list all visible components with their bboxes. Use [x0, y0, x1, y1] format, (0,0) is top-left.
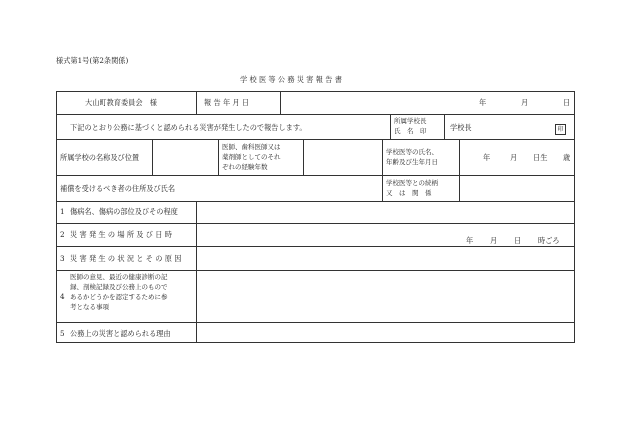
item-medical-opinion-line4: 考となる事項: [70, 303, 109, 311]
form-number: 様式第1号(第2条関係): [56, 56, 129, 65]
incident-year[interactable]: 年: [466, 236, 474, 245]
item-number: 4: [60, 292, 65, 301]
doctor-name-label-line2: 年齢及び生年月日: [386, 158, 438, 166]
item-number: 5: [60, 329, 65, 338]
age[interactable]: 歳: [563, 153, 571, 162]
experience-label-line3: ぞれの経験年数: [222, 163, 268, 171]
item-injury-label: 傷病名、傷病の部位及びその程度: [70, 207, 178, 216]
page-title: 学 校 医 等 公 務 災 害 報 告 書: [240, 75, 342, 84]
item-medical-opinion-line1: 医師の意見、最近の健康診断の記: [70, 273, 168, 281]
report-date-label: 報 告 年 月 日: [204, 98, 250, 107]
principal-label-line2: 氏 名 印: [394, 127, 427, 135]
birth-year[interactable]: 年: [483, 153, 491, 162]
report-date-year[interactable]: 年: [479, 98, 487, 107]
school-name-location-label: 所属学校の名称及び位置: [60, 153, 140, 162]
item-medical-opinion-line3: あるかどうかを認定するために参: [70, 293, 168, 301]
recipient-label: 補償を受けるべき者の住所及び氏名: [60, 184, 176, 193]
incident-month[interactable]: 月: [490, 236, 498, 245]
item-number: 1: [60, 207, 65, 216]
item-number: 3: [60, 254, 65, 263]
report-date-day[interactable]: 日: [563, 98, 571, 107]
relation-label-line2: 又 は 関 係: [386, 189, 432, 197]
item-incident-place-label: 災 害 発 生 の 場 所 及 び 日 時: [70, 230, 172, 239]
doctor-name-label-line1: 学校医等の氏名、: [386, 148, 438, 156]
principal-name-field[interactable]: 学校長: [450, 123, 472, 132]
birth-day[interactable]: 日生: [533, 153, 548, 162]
seal-mark: 印: [555, 124, 566, 135]
item-reason-label: 公務上の災害と認められる理由: [70, 329, 171, 338]
experience-label-line2: 薬剤師としてのそれ: [222, 153, 281, 161]
item-number: 2: [60, 230, 65, 239]
experience-label-line1: 医師、歯科医師又は: [222, 143, 281, 151]
birth-month[interactable]: 月: [510, 153, 518, 162]
report-statement: 下記のとおり公務に基づくと認められる災害が発生したので報告します。: [70, 123, 307, 132]
incident-time[interactable]: 時ごろ: [538, 236, 560, 245]
item-medical-opinion-line2: 録、剖検記録及び公務上のもので: [70, 283, 168, 291]
item-circumstance-label: 災 害 発 生 の 状 況 と そ の 原 因: [70, 254, 182, 263]
report-date-month[interactable]: 月: [521, 98, 529, 107]
principal-label-line1: 所属学校長: [394, 117, 427, 125]
addressee: 大山町教育委員会 様: [85, 98, 157, 107]
relation-label-line1: 学校医等との続柄: [386, 179, 438, 187]
incident-day[interactable]: 日: [514, 236, 522, 245]
